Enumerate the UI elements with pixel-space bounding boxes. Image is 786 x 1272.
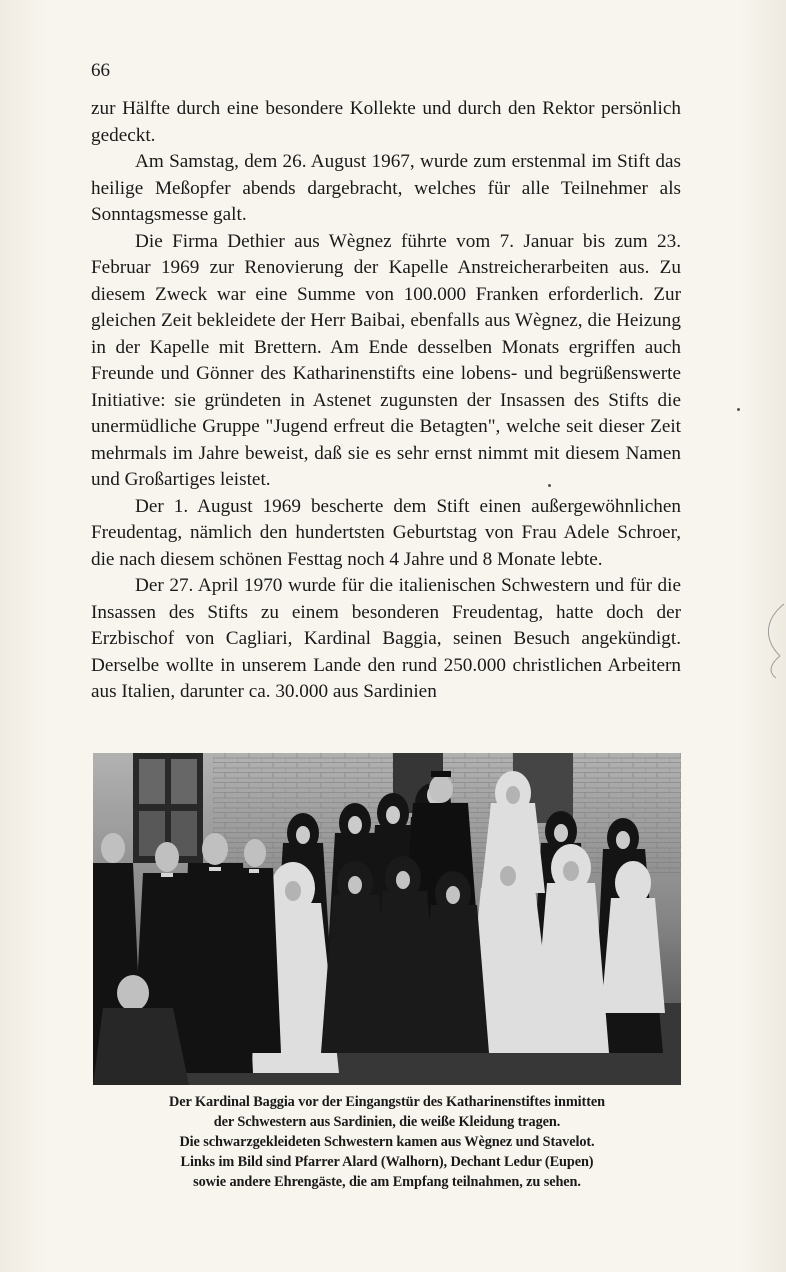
caption-line: sowie andere Ehrengäste, die am Empfang teilnahmen, zu sehen. [193, 1174, 581, 1190]
page-number: 66 [91, 60, 110, 81]
caption-line: Links im Bild sind Pfarrer Alard (Walhorn), Dechant Ledur (Eupen) [180, 1154, 594, 1170]
paragraph: Die Firma Dethier aus Wègnez führte vom 7. Januar bis zum 23. Februar 1969 zur Renovierung der Kapelle Anstreicherarbeiten aus. Zu diesem Zweck war eine Summe von 100.000 Franken erforderlich. Zur gleichen Zeit bekleidete der Herr Baibai, ebenfalls aus Wègnez, die Heizung in der Kapelle mit Brettern. Am Ende desselben Monats ergriffen auch Freunde und Gönner des Katharinenstifts eine lobens- und begrüßenswerte Initiative: sie gründeten in Astenet zugunsten der Insassen des Stifts die unermüdliche Gruppe "Jugend erfreut die Betagten", welche seit dieser Zeit mehrmals im Jahre beweist, daß sie es sehr ernst nimmt mit diesem Namen und Großartiges leistet. [91, 230, 681, 490]
margin-speck [548, 484, 551, 487]
body-text [91, 96, 681, 706]
group-photo [93, 753, 681, 1085]
margin-speck [737, 408, 740, 411]
caption-line: Der Kardinal Baggia vor der Eingangstür des Katharinenstiftes inmitten [169, 1094, 605, 1110]
page-edge-mark [746, 600, 786, 680]
paragraph: Der 27. April 1970 wurde für die italienischen Schwestern und für die Insassen des Stifts zu einem besonderen Freudentag, hatte doch der Erzbischof von Cagliari, Kardinal Baggia, seinen Besuch angekündigt. Derselbe wollte in unserem Lande den rund 250.000 christlichen Arbeitern aus Italien, darunter ca. 30.000 aus Sardinien [91, 575, 681, 702]
paragraph: zur Hälfte durch eine besondere Kollekte und durch den Rektor persönlich gedeckt. [91, 98, 681, 146]
caption-line: der Schwestern aus Sardinien, die weiße Kleidung tragen. [213, 1114, 561, 1130]
photo-caption [93, 1092, 681, 1192]
group-photo-image [93, 753, 681, 1085]
caption-line: Die schwarzgekleideten Schwestern kamen aus Wègnez und Stavelot. [179, 1134, 595, 1150]
paragraph: Am Samstag, dem 26. August 1967, wurde zum erstenmal im Stift das heilige Meßopfer abends dargebracht, welches für alle Teilnehmer als Sonntagsmesse galt. [91, 151, 681, 225]
paragraph: Der 1. August 1969 bescherte dem Stift einen außergewöhnlichen Freudentag, nämlich den hundertsten Geburtstag von Frau Adele Schroer, die nach diesem schönen Festtag noch 4 Jahre und 8 Monate lebte. [91, 495, 681, 570]
